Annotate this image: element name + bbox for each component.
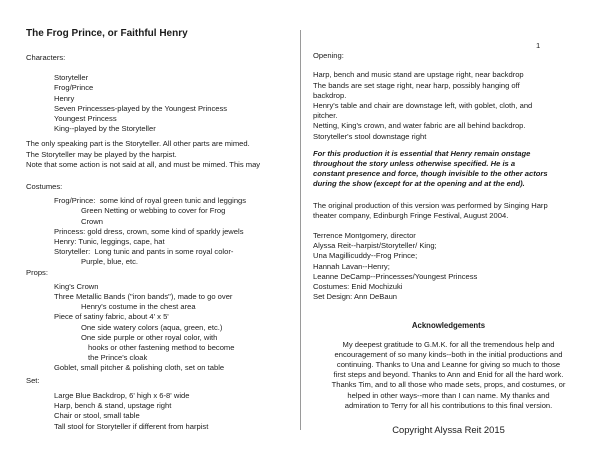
opening-stage-directions-line: The bands are set stage right, near harp, possibly hanging off bbox=[313, 80, 520, 90]
credits-line: Hannah Lavan--Henry; bbox=[313, 261, 390, 271]
page-number-line: 1 bbox=[536, 41, 541, 50]
costumes-list-line: Crown bbox=[81, 216, 103, 226]
set-list bbox=[26, 391, 290, 432]
props-list-line: One side watery colors (aqua, green, etc.) bbox=[81, 322, 223, 332]
opening-stage-directions-line: pitcher. bbox=[313, 111, 338, 121]
acknowledgements-para-line: My deepest gratitude to G.M.K. for all the tremendous help and bbox=[342, 339, 555, 349]
opening-stage-directions-line: Harp, bench and music stand are upstage right, near backdrop bbox=[313, 70, 524, 80]
credits-line: Costumes: Enid Mochizuki bbox=[313, 282, 403, 292]
set-list-line: Large Blue Backdrop, 6' high x 6-8' wide bbox=[54, 390, 190, 400]
costumes-list-line: Purple, blue, etc. bbox=[81, 257, 138, 267]
props-list-line: Henry's costume in the chest area bbox=[81, 302, 196, 312]
characters-heading bbox=[26, 53, 290, 63]
characters-list-line: Seven Princesses-played by the Youngest Princess bbox=[54, 103, 228, 113]
mime-note-line: The Storyteller may be played by the harpist. bbox=[26, 149, 177, 159]
costumes-list-line: Princess: gold dress, crown, some kind of sparkly jewels bbox=[54, 226, 244, 236]
acknowledgements-para-line: admiration to Terry for all his contributions to this final version. bbox=[344, 400, 553, 410]
opening-stage-directions-line: Storyteller's stool downstage right bbox=[313, 131, 427, 141]
costumes-list-line: Green Netting or webbing to cover for Frog bbox=[81, 206, 226, 216]
costumes-list-line: Henry: Tunic, leggings, cape, hat bbox=[54, 237, 165, 247]
opening-heading-line: Opening: bbox=[313, 51, 344, 61]
costumes-heading bbox=[26, 182, 290, 192]
mime-note-line: The only speaking part is the Storyteller. All other parts are mimed. bbox=[26, 139, 250, 149]
props-list-line: Goblet, small pitcher & polishing cloth, set on table bbox=[54, 363, 225, 373]
copyright-line: Copyright Alyssa Reit 2015 bbox=[392, 424, 505, 436]
costumes-list bbox=[26, 196, 290, 267]
acknowledgements-para-line: Thanks Tim, and to all those who made sets, props, and costumes, or bbox=[331, 380, 566, 390]
title-line: The Frog Prince, or Faithful Henry bbox=[26, 28, 188, 39]
characters-list-line: Storyteller bbox=[54, 73, 89, 83]
characters-list-line: Frog/Prince bbox=[54, 83, 94, 93]
acknowledgements-para-line: helped in other ways--more than I can name. My thanks and bbox=[347, 390, 550, 400]
props-heading bbox=[26, 268, 290, 278]
props-list bbox=[26, 282, 290, 374]
costumes-heading-line: Costumes: bbox=[26, 182, 63, 192]
original-production bbox=[313, 201, 584, 221]
set-list-line: Tall stool for Storyteller if different from harpist bbox=[54, 421, 209, 431]
acknowledgements-heading-line: Acknowledgements bbox=[411, 321, 486, 331]
props-list-line: Piece of satiny fabric, about 4' x 5' bbox=[54, 312, 169, 322]
acknowledgements-para-line: encouragement of so many kinds--both in the initial productions and bbox=[334, 349, 563, 359]
acknowledgements-para-line: first steps and beyond. Thanks to Ann and Enid for all the hard work. bbox=[333, 370, 564, 380]
copyright bbox=[313, 424, 584, 436]
script-page-1 bbox=[300, 0, 600, 465]
characters-list-line: Youngest Princess bbox=[54, 114, 117, 124]
credits-line: Leanne DeCamp--Princesses/Youngest Princess bbox=[313, 271, 478, 281]
opening-heading bbox=[313, 51, 584, 61]
set-list-line: Harp, bench & stand, upstage right bbox=[54, 401, 172, 411]
credits bbox=[313, 231, 584, 302]
original-production-line: The original production of this version was performed by Singing Harp bbox=[313, 200, 548, 210]
acknowledgements-para bbox=[313, 340, 584, 411]
acknowledgements-para-line: continuing. Thanks to Una and Leanne for giving so much to those bbox=[336, 360, 561, 370]
characters-list bbox=[26, 73, 290, 134]
henry-note-line: during the show (except for at the opening and at the end). bbox=[313, 179, 525, 189]
henry-note-line: throughout the story unless otherwise specified. He is a bbox=[313, 159, 516, 169]
mime-note-line: Note that some action is not said at all, and must be mimed. This may bbox=[26, 159, 261, 169]
credits-line: Alyssa Reit--harpist/Storyteller/ King; bbox=[313, 241, 437, 251]
set-heading bbox=[26, 376, 290, 386]
opening-stage-directions bbox=[313, 70, 584, 141]
henry-note-line: For this production it is essential that Henry remain onstage bbox=[313, 148, 531, 158]
henry-note bbox=[313, 149, 584, 190]
mime-note bbox=[26, 139, 290, 170]
props-list-line: hooks or other fastening method to become bbox=[88, 343, 235, 353]
henry-note-line: constant presence and force, though invisible to the other actors bbox=[313, 169, 548, 179]
props-heading-line: Props: bbox=[26, 267, 48, 277]
credits-line: Terrence Montgomery, director bbox=[313, 231, 416, 241]
credits-line: Set Design: Ann DeBaun bbox=[313, 292, 398, 302]
opening-stage-directions-line: Henry's table and chair are downstage left, with goblet, cloth, and bbox=[313, 101, 533, 111]
props-list-line: the Prince's cloak bbox=[88, 353, 148, 363]
credits-line: Una Magillicuddy--Frog Prince; bbox=[313, 251, 418, 261]
props-list-line: One side purple or other royal color, with bbox=[81, 332, 218, 342]
opening-stage-directions-line: backdrop. bbox=[313, 90, 347, 100]
original-production-line: theater company, Edinburgh Fringe Festival, August 2004. bbox=[313, 210, 509, 220]
title bbox=[26, 27, 290, 40]
set-heading-line: Set: bbox=[26, 375, 40, 385]
characters-heading-line: Characters: bbox=[26, 53, 66, 62]
costumes-list-line: Storyteller: Long tunic and pants in some royal color- bbox=[54, 247, 234, 257]
set-list-line: Chair or stool, small table bbox=[54, 411, 140, 421]
props-list-line: Three Metallic Bands ("iron bands"), made to go over bbox=[54, 292, 233, 302]
acknowledgements-heading bbox=[313, 321, 584, 331]
characters-list-line: Henry bbox=[54, 93, 75, 103]
opening-stage-directions-line: Netting, King's crown, and water fabric are all behind backdrop. bbox=[313, 121, 526, 131]
costumes-list-line: Frog/Prince: some kind of royal green tunic and leggings bbox=[54, 196, 247, 206]
characters-list-line: King--played by the Storyteller bbox=[54, 124, 156, 134]
props-list-line: King's Crown bbox=[54, 281, 99, 291]
page-number bbox=[313, 41, 584, 51]
